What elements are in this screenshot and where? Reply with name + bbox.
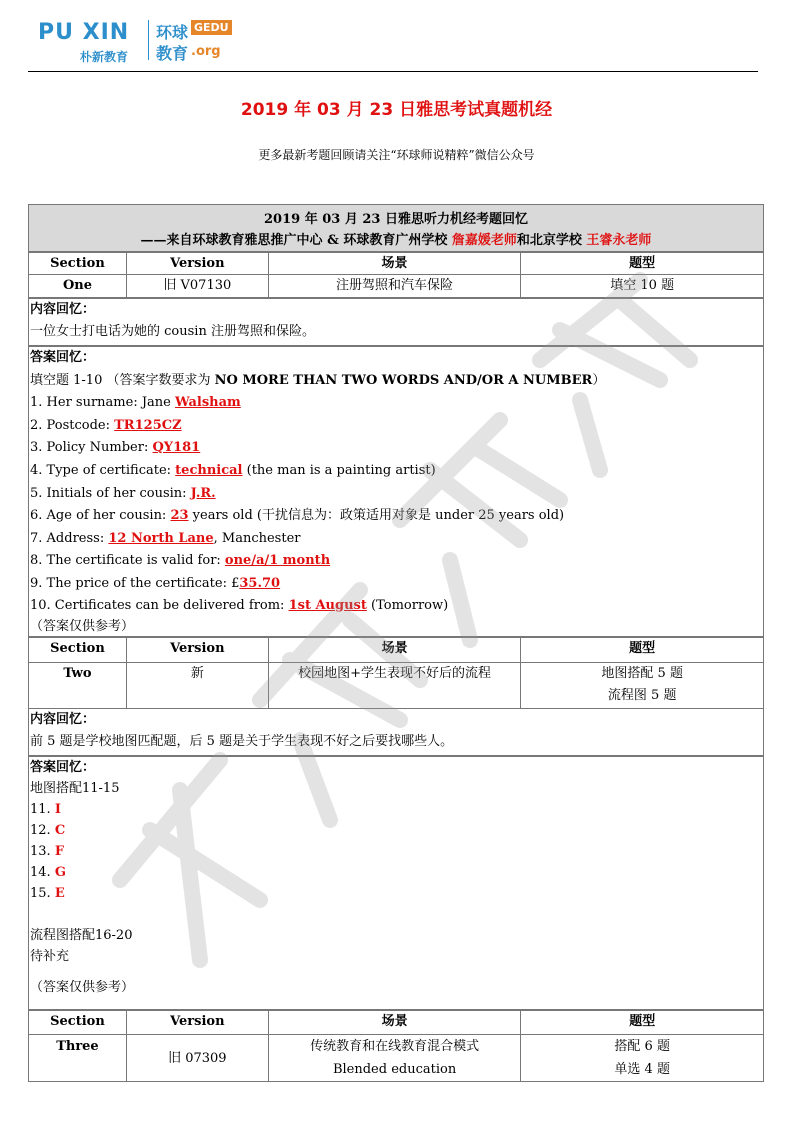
gedu-logo-line2: 教育 [156,44,189,63]
gedu-logo-line1: 环球 [156,23,189,42]
q-post: , Manchester [213,530,301,546]
col-section: Section [29,638,127,663]
teacher-1: 詹嘉媛老师 [451,233,517,248]
col-version: Version [126,638,268,663]
document-subtitle: 更多最新考题回顾请关注“环球师说精粹”微信公众号 [258,148,535,162]
answer-item [30,483,763,506]
q-answer: G [54,865,66,880]
answer-item [30,573,763,596]
recall-title-box [28,204,764,252]
type-line-1: 搭配 6 题 [614,1039,670,1054]
answer-note: （答案仅供参考） [30,980,135,995]
section-version: 旧 V07130 [126,275,268,298]
q-answer: 35.70 [239,575,281,591]
q-post: years old (干扰信息为：政策适用对象是 under 25 years old) [188,508,565,524]
q-num: 12. [30,823,55,838]
answer-label: 答案回忆： [30,350,96,365]
q-num: 11. [30,802,55,817]
section-one-answers [28,346,764,637]
content-text: 一位女士打电话为她的 cousin 注册驾照和保险。 [30,324,315,339]
map-title: 地图搭配11-15 [30,781,120,796]
scene-line-2: Blended education [332,1062,457,1077]
q-answer: technical [175,462,243,478]
q-text: 1. Her surname: Jane [30,395,175,411]
section-name: Two [29,663,127,709]
col-version: Version [126,253,268,275]
col-type: 题型 [521,253,764,275]
puxin-logo: PU XIN [38,20,130,45]
recall-title: 2019 年 03 月 23 日雅思听力机经考题回忆 [264,212,528,227]
answer-item [30,550,763,573]
section-three-table [28,1010,764,1082]
answer-item [30,505,763,528]
map-answer [30,862,763,883]
section-two-answers [28,756,764,1010]
q-num: 15. [30,886,55,901]
q-num: 13. [30,844,55,859]
q-answer: one/a/1 month [224,553,331,569]
q-text: 4. Type of certificate: [30,462,176,478]
answer-item [30,415,763,438]
q-answer: E [54,886,65,901]
q-post: (Tomorrow) [366,597,449,613]
col-type: 题型 [521,1011,764,1035]
instruction-a: 填空题 1-10 （答案字数要求为 [30,372,215,388]
col-version: Version [126,1011,268,1035]
q-text: 3. Policy Number: [30,440,153,456]
col-section: Section [29,1011,127,1035]
section-one-table [28,252,764,298]
flow-pending: 待补充 [30,949,70,964]
type-line-2: 流程图 5 题 [607,688,677,703]
instruction-c: ） [592,372,606,388]
q-answer: C [54,823,66,838]
type-line-1: 地图搭配 5 题 [601,666,683,681]
map-answer [30,820,763,841]
q-answer: 12 North Lane [108,530,214,546]
q-answer: 23 [170,508,189,524]
section-version: 新 [126,663,268,709]
document-title: 2019 年 03 月 23 日雅思考试真题机经 [240,100,553,120]
q-answer: J.R. [190,485,216,501]
section-scene: 校园地图+学生表现不好后的流程 [268,663,521,709]
answer-item [30,437,763,460]
q-text: 7. Address: [30,530,109,546]
content-text: 前 5 题是学校地图匹配题，后 5 题是关于学生表现不好之后要找哪些人。 [30,734,454,749]
teacher-2: 王睿永老师 [586,233,652,248]
q-num: 14. [30,865,55,880]
q-text: 9. The price of the certificate: £ [30,575,240,591]
q-text: 2. Postcode: [30,417,115,433]
q-post: (the man is a painting artist) [242,462,436,478]
logo-divider [148,20,149,60]
map-answer [30,883,763,904]
type-line-2: 单选 4 题 [614,1062,670,1077]
answer-item [30,392,763,415]
page-header [28,14,763,72]
instruction [30,370,763,393]
gedu-org: .org [191,44,221,59]
col-scene: 场景 [268,253,521,275]
q-answer: 1st August [288,597,367,613]
q-answer: QY181 [152,440,201,456]
q-answer: Walsham [175,395,241,411]
gedu-badge: GEDU [191,20,232,35]
instruction-b: NO MORE THAN TWO WORDS AND/OR A NUMBER [214,372,593,388]
map-answer [30,799,763,820]
content-label: 内容回忆： [30,302,96,317]
source-text-2: 和北京学校 [516,233,587,248]
map-answer [30,841,763,862]
section-scene [268,1035,521,1082]
col-type: 题型 [521,638,764,663]
answer-label: 答案回忆： [30,760,96,775]
answer-item [30,528,763,551]
recall-source [29,229,763,248]
section-type: 填空 10 题 [521,275,764,298]
section-name: One [29,275,127,298]
header-rule [28,71,758,72]
content-label: 内容回忆： [30,712,96,727]
q-text: 6. Age of her cousin: [30,508,171,524]
scene-line-1: 传统教育和在线教育混合模式 [310,1039,480,1054]
col-scene: 场景 [268,1011,521,1035]
section-version: 旧 07309 [126,1035,268,1082]
section-name: Three [29,1035,127,1082]
q-answer: TR125CZ [114,417,182,433]
q-answer: F [54,844,65,859]
q-text: 8. The certificate is valid for: [30,553,225,569]
col-section: Section [29,253,127,275]
section-two-content [28,708,764,756]
answer-item [30,596,763,615]
puxin-logo-sub: 朴新教育 [80,50,129,64]
spacer [30,904,763,925]
q-text: 5. Initials of her cousin: [30,485,191,501]
q-text: 10. Certificates can be delivered from: [30,597,289,613]
answer-note: （答案仅供参考） [30,618,135,634]
section-type [521,1035,764,1082]
flow-title: 流程图搭配16-20 [30,928,133,943]
section-one-content [28,298,764,346]
answer-item [30,460,763,483]
q-answer: I [54,802,61,817]
section-type [521,663,764,709]
section-two-table [28,637,764,709]
section-scene: 注册驾照和汽车保险 [268,275,521,298]
source-text: ——来自环球教育雅思推广中心 & 环球教育广州学校 [140,233,452,248]
col-scene: 场景 [268,638,521,663]
